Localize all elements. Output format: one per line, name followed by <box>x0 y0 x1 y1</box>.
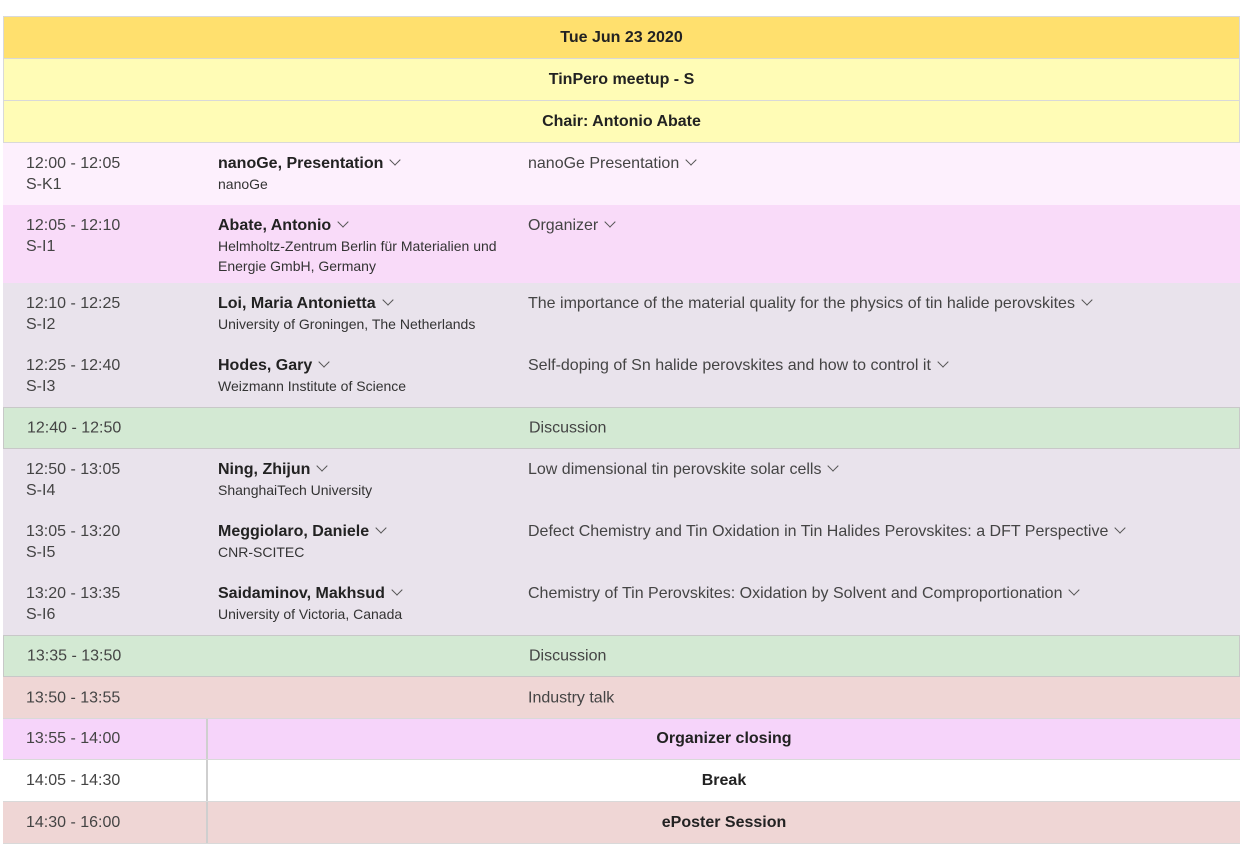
poster-label: ePoster Session <box>661 813 787 831</box>
break-row-label: Break <box>701 771 747 789</box>
break-time: 12:40 - 12:50 <box>27 419 122 437</box>
talk-time: 13:20 - 13:35 S-I6 <box>26 585 121 623</box>
chevron-down-icon[interactable] <box>1115 522 1126 533</box>
discussion-row <box>3 635 1240 677</box>
author-affiliation: Helmholtz-Zentrum Berlin für Materialien und Energie GmbH, Germany <box>218 238 497 274</box>
poster-row <box>3 802 1240 844</box>
break-time: 13:50 - 13:55 <box>26 689 121 706</box>
talk-title-toggle[interactable]: Chemistry of Tin Perovskites: Oxidation by Solvent and Comproportionation <box>528 583 1078 604</box>
chevron-down-icon[interactable] <box>319 356 330 367</box>
talk-author-block <box>218 215 508 276</box>
chevron-down-icon[interactable] <box>686 154 697 165</box>
talk-row <box>3 573 1240 635</box>
industry-talk-row <box>3 677 1240 718</box>
talk-author-block <box>218 355 508 396</box>
break-label: Discussion <box>529 647 607 665</box>
author-toggle[interactable]: Ning, Zhijun <box>218 459 508 480</box>
author-toggle[interactable]: Hodes, Gary <box>218 355 508 376</box>
talk-code: S-I2 <box>26 316 56 333</box>
chevron-down-icon[interactable] <box>1069 584 1080 595</box>
closing-row <box>3 718 1240 760</box>
chevron-down-icon[interactable] <box>605 216 616 227</box>
session-title: TinPero meetup - S <box>3 59 1240 101</box>
session-chair: Chair: Antonio Abate <box>3 101 1240 143</box>
chevron-down-icon[interactable] <box>391 584 402 595</box>
break-label: Discussion <box>529 419 607 437</box>
talk-title-toggle[interactable]: Self-doping of Sn halide perovskites and how to control it <box>528 355 947 376</box>
break-row-time: 14:05 - 14:30 <box>3 760 208 801</box>
talk-code: S-I5 <box>26 544 56 561</box>
schedule-table <box>3 16 1240 844</box>
talk-code: S-K1 <box>26 176 62 193</box>
chevron-down-icon[interactable] <box>317 460 328 471</box>
chevron-down-icon[interactable] <box>382 294 393 305</box>
break-label: Industry talk <box>528 689 615 706</box>
chevron-down-icon[interactable] <box>375 522 386 533</box>
talk-time: 12:10 - 12:25 S-I2 <box>26 295 121 333</box>
talk-title-toggle[interactable]: The importance of the material quality for the physics of tin halide perovskites <box>528 293 1091 314</box>
author-affiliation: nanoGe <box>218 176 268 192</box>
talk-time: 12:00 - 12:05 S-K1 <box>26 155 121 193</box>
author-affiliation: CNR-SCITEC <box>218 544 305 560</box>
talk-code: S-I6 <box>26 606 56 623</box>
talk-author-block <box>218 583 508 624</box>
author-affiliation: University of Groningen, The Netherlands <box>218 316 476 332</box>
talk-title-toggle[interactable]: nanoGe Presentation <box>528 153 695 174</box>
talk-row <box>3 205 1240 283</box>
author-affiliation: ShanghaiTech University <box>218 482 373 498</box>
chevron-down-icon[interactable] <box>1081 294 1092 305</box>
talk-code: S-I3 <box>26 378 56 395</box>
discussion-row <box>3 407 1240 449</box>
chevron-down-icon[interactable] <box>828 460 839 471</box>
talk-author-block <box>218 153 508 194</box>
talk-title-toggle[interactable]: Organizer <box>528 215 614 236</box>
chevron-down-icon[interactable] <box>338 216 349 227</box>
author-toggle[interactable]: Loi, Maria Antonietta <box>218 293 508 314</box>
chevron-down-icon[interactable] <box>937 356 948 367</box>
author-toggle[interactable]: Saidaminov, Makhsud <box>218 583 508 604</box>
break-time: 13:35 - 13:50 <box>27 647 122 665</box>
author-toggle[interactable]: Meggiolaro, Daniele <box>218 521 508 542</box>
talk-row <box>3 143 1240 205</box>
talk-time: 12:50 - 13:05 S-I4 <box>26 461 121 499</box>
talk-author-block <box>218 459 508 500</box>
talk-title-toggle[interactable]: Low dimensional tin perovskite solar cells <box>528 459 837 480</box>
poster-time: 14:30 - 16:00 <box>3 802 208 843</box>
talk-author-block <box>218 521 508 562</box>
author-affiliation: University of Victoria, Canada <box>218 606 403 622</box>
author-toggle[interactable]: nanoGe, Presentation <box>218 153 508 174</box>
chevron-down-icon[interactable] <box>390 154 401 165</box>
talk-row <box>3 283 1240 345</box>
talk-row <box>3 345 1240 407</box>
talk-row <box>3 449 1240 511</box>
talk-code: S-I1 <box>26 238 56 255</box>
talk-row <box>3 511 1240 573</box>
author-toggle[interactable]: Abate, Antonio <box>218 215 508 236</box>
break-row <box>3 760 1240 802</box>
date-header: Tue Jun 23 2020 <box>3 16 1240 59</box>
closing-time: 13:55 - 14:00 <box>3 719 208 759</box>
talk-time: 12:05 - 12:10 S-I1 <box>26 217 121 255</box>
talk-author-block <box>218 293 508 334</box>
talk-title-toggle[interactable]: Defect Chemistry and Tin Oxidation in Tin Halides Perovskites: a DFT Perspective <box>528 521 1124 542</box>
author-affiliation: Weizmann Institute of Science <box>218 378 407 394</box>
talk-code: S-I4 <box>26 482 56 499</box>
closing-label: Organizer closing <box>656 730 792 747</box>
talk-time: 13:05 - 13:20 S-I5 <box>26 523 121 561</box>
talk-time: 12:25 - 12:40 S-I3 <box>26 357 121 395</box>
